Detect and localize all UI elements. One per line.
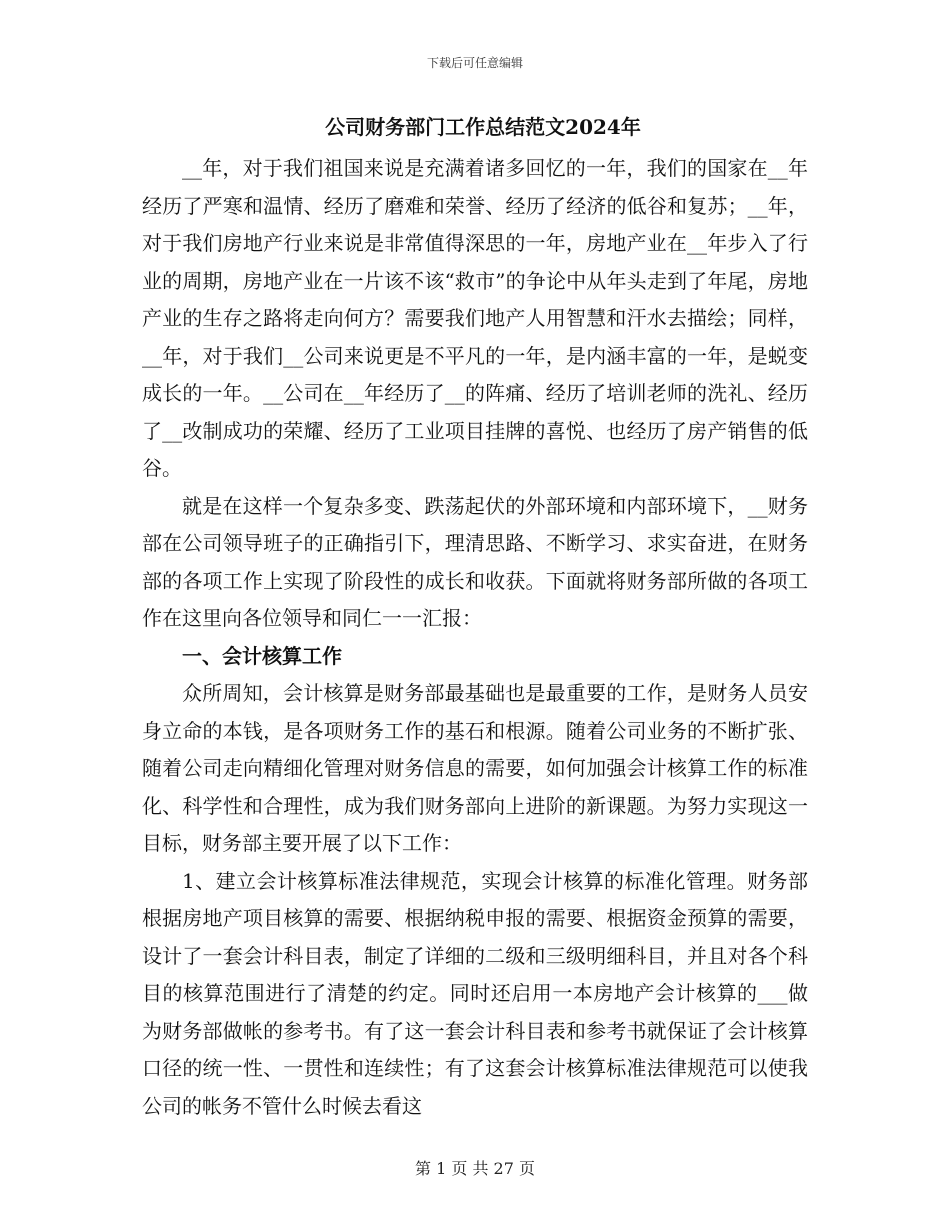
document-title: 公司财务部门工作总结范文2024年 [325,115,641,139]
paragraph: __年，对于我们祖国来说是充满着诸多回忆的一年，我们的国家在__年经历了严寒和温情、经历了磨难和荣誉、经历了经济的低谷和复苏；__年，对于我们房地产行业来说是非常值得深思的一年，房地产业在__年步入了行业的周期，房地产业在一片该不该“救市”的争论中从年头走到了年尾，房地产业的生存之路将走向何方？需要我们地产人用智慧和汗水去描绘；同样，__年，对于我们__公司来说更是不平凡的一年，是内涵丰富的一年，是蜕变成长的一年。__公司在__年经历了__的阵痛、经历了培训老师的洗礼、经历了__改制成功的荣耀、经历了工业项目挂牌的喜悦、也经历了房产销售的低谷。 [142,156,808,480]
page-header: 下载后可任意编辑 [426,56,523,70]
paragraph: 众所周知，会计核算是财务部最基础也是最重要的工作，是财务人员安身立命的本钱，是各项财务工作的基石和根源。随着公司业务的不断扩张、随着公司走向精细化管理对财务信息的需要，如何加强会计核算工作的标准化、科学性和合理性，成为我们财务部向上进阶的新课题。为努力实现这一目标，财务部主要开展了以下工作： [142,681,808,855]
document-body [142,112,808,1125]
paragraph: 就是在这样一个复杂多变、跌荡起伏的外部环境和内部环境下，__财务部在公司领导班子的正确指引下，理清思路、不断学习、求实奋进，在财务部的各项工作上实现了阶段性的成长和收获。下面就将财务部所做的各项工作在这里向各位领导和同仁一一汇报： [142,493,808,630]
page-footer: 第 1 页 共 27 页 [415,1159,535,1178]
section-heading: 一、会计核算工作 [182,643,342,668]
paragraph: 1、建立会计核算标准法律规范，实现会计核算的标准化管理。财务部根据房地产项目核算的需要、根据纳税申报的需要、根据资金预算的需要，设计了一套会计科目表，制定了详细的二级和三级明细科目，并且对各个科目的核算范围进行了清楚的约定。同时还启用一本房地产会计核算的___做为财务部做帐的参考书。有了这一套会计科目表和参考书就保证了会计核算口径的统一性、一贯性和连续性；有了这套会计核算标准法律规范可以使我公司的帐务不管什么时候去看这 [142,868,808,1118]
